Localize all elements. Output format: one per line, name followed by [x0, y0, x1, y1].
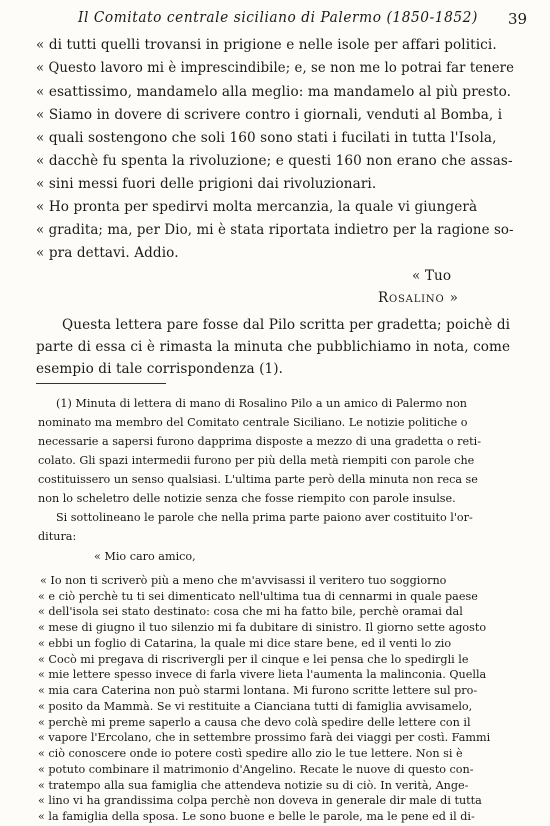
letter-closing: « Tuo [412, 268, 452, 284]
running-header [0, 6, 550, 30]
body-line: parte di essa ci è rimasta la minuta che pubblichiamo in nota, come [36, 339, 511, 355]
letter2-line: « dell'isola sei stato destinato: cosa che mi ha fatto bile, perchè oramai dal [38, 605, 463, 619]
page-number: 39 [508, 10, 528, 28]
letter2-line: « potuto combinare il matrimonio d'Angelino. Recate le nuove di questo con- [38, 762, 474, 776]
body-line: esempio di tale corrispondenza (1). [36, 361, 284, 377]
footnote-line: non lo scheletro delle notizie senza che fosse riempito con parole insulse. [38, 492, 456, 505]
letter2-line: « mia cara Caterina non può starmi lontana. Mi furono scritte lettere sul pro- [38, 684, 478, 698]
letter-line: « sini messi fuori delle prigioni dai rivoluzionari. [36, 176, 377, 192]
letter-line: « Ho pronta per spedirvi molta mercanzia, la quale vi giungerà [36, 199, 478, 215]
letter-line: « pra dettavi. Addio. [36, 245, 179, 261]
letter2-line: « Io non ti scriverò più a meno che m'avvisassi il veritero tuo soggiorno [40, 574, 447, 587]
letter2-line: « e ciò perchè tu ti sei dimenticato nell'ultima tua di cennarmi in quale paese [38, 589, 478, 603]
letter2-line: « perchè mi preme saperlo a causa che devo colà spedire delle lettere con il [38, 715, 471, 729]
letter-line: « Questo lavoro mi è imprescindibile; e, se non me lo potrai far tenere [36, 60, 514, 76]
letter-line: « quali sostengono che soli 160 sono stati i fucilati in tutta l'Isola, [36, 130, 497, 146]
letter2-line: « Cocò mi pregava di riscrivergli per il cinque e lei pensa che lo spedirgli le [38, 652, 469, 666]
footnote-line: ditura: [38, 530, 77, 543]
letter2-line: « mese di giugno il tuo silenzio mi fa dubitare di sinistro. Il giorno sette agosto [38, 621, 487, 635]
letter2-line: « mie lettere spesso invece di farla vivere lieta l'aumenta la malinconia. Quella [38, 668, 487, 682]
letter-signature: Rosalino » [378, 290, 459, 306]
letter-line: « di tutti quelli trovansi in prigione e nelle isole per affari politici. [36, 37, 497, 53]
letter2-line: « ciò conoscere onde io potere costì spedire allo zio le tue lettere. Non si è [38, 747, 463, 761]
letter2-line: « la famiglia della sposa. Le sono buone e belle le parole, ma le pene ed il di- [38, 810, 475, 823]
letter2-line: « lino vi ha grandissima colpa perchè non doveva in generale dir male di tutta [38, 794, 482, 808]
footnote-line: Si sottolineano le parole che nella prima parte paiono aver costituito l'or- [56, 511, 473, 524]
running-title: Il Comitato centrale siciliano di Palermo (1850-1852) [78, 10, 478, 26]
letter-line: « dacchè fu spenta la rivoluzione; e questi 160 non erano che assas- [36, 153, 513, 169]
footnote-line: colato. Gli spazi intermedii furono per più della metà riempiti con parole che [38, 454, 475, 467]
letter2-line: « vapore l'Ercolano, che in settembre prossimo farà dei viaggi per costì. Fammi [38, 731, 491, 745]
letter2-line: « ebbi un foglio di Catarina, la quale mi dice stare bene, ed il venti lo zio [38, 636, 452, 650]
salutation: « Mio caro amico, [94, 550, 196, 563]
letter2-line: « posito da Mammà. Se vi restituite a Cianciana tutti di famiglia avvisamelo, [38, 699, 473, 713]
footnote-line: (1) Minuta di lettera di mano di Rosalino Pilo a un amico di Palermo non [56, 397, 468, 410]
letter-line: « gradita; ma, per Dio, mi è stata riportata indietro per la ragione so- [36, 222, 514, 238]
letter-line: « Siamo in dovere di scrivere contro i giornali, venduti al Bomba, i [36, 107, 503, 123]
footnote-line: necessarie a sapersi furono dapprima disposte a mezzo di una gradetta o reti- [38, 435, 482, 448]
letter2-line: « tratempo alla sua famiglia che attendeva notizie su di ciò. In verità, Ange- [38, 778, 469, 792]
footnote-line: nominato ma membro del Comitato centrale Siciliano. Le notizie politiche o [38, 416, 468, 429]
letter-line: « esattissimo, mandamelo alla meglio: ma mandamelo al più presto. [36, 84, 512, 100]
body-line: Questa lettera pare fosse dal Pilo scritta per gradetta; poichè di [62, 317, 511, 333]
footnote-rule [36, 383, 166, 384]
footnote-line: costituissero un senso qualsiasi. L'ultima parte però della minuta non reca se [38, 473, 478, 486]
